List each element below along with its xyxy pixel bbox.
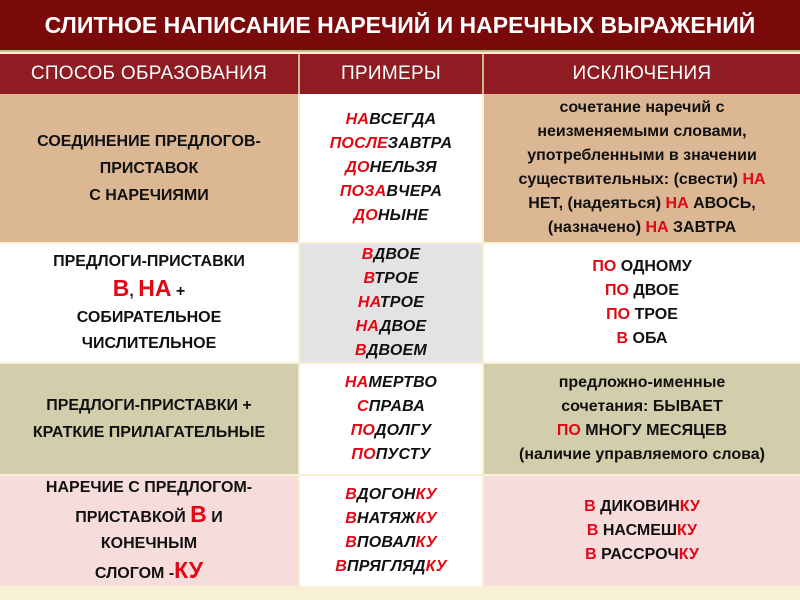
exception-line: В ДИКОВИНКУ [584,498,700,515]
example-word: НАМЕРТВО [344,374,438,391]
method-line: ПРИСТАВОК [99,159,199,177]
exception-line: (назначено) НА ЗАВТРА [547,219,737,236]
exception-line: неизменяемыми словами, [537,123,747,140]
row4-exceptions [484,476,800,588]
example-word: ВДВОЕ [361,246,421,263]
method-line: ПРЕДЛОГИ-ПРИСТАВКИ [53,253,245,270]
method-line: ЧИСЛИТЕЛЬНОЕ [81,335,217,352]
method-line: СОБИРАТЕЛЬНОЕ [76,309,222,326]
method-line: КОНЕЧНЫМ [100,535,198,552]
method-line: НАРЕЧИЕ С ПРЕДЛОГОМ- [45,479,253,496]
example-word: ВДОГОНКУ [345,486,437,503]
exception-line: сочетания: БЫВАЕТ [561,398,723,415]
exception-line: ПО ТРОЕ [606,306,678,323]
example-word: НАВСЕГДА [345,111,437,128]
row4-examples [300,476,484,588]
row2-exceptions [484,244,800,364]
example-word: ВПРЯГЛЯДКУ [335,558,447,575]
exception-line: ПО МНОГУ МЕСЯЦЕВ [556,422,728,439]
example-word: ПОДОЛГУ [350,422,432,439]
exception-line: сочетание наречий с [559,99,725,116]
example-word: ПОСЛЕЗАВТРА [329,135,453,152]
example-word: ВПОВАЛКУ [345,534,437,551]
exception-line: употребленными в значении [527,147,757,164]
row2-examples [300,244,484,364]
row2-method [0,244,300,364]
example-word: ПОПУСТУ [351,446,431,463]
exception-line: В РАССРОЧКУ [585,546,699,563]
row3-examples [300,364,484,476]
exception-line: (наличие управляемого слова) [519,446,765,463]
example-word: ПОЗАВЧЕРА [339,183,443,200]
example-word: ДОНЫНЕ [353,207,429,224]
row3-method [0,364,300,476]
example-word: НАТРОЕ [357,294,425,311]
exception-line: предложно-именные [558,374,726,391]
row4-method [0,476,300,588]
method-line: ПРИСТАВКОЙ В И [75,501,223,527]
example-word: ДОНЕЛЬЗЯ [345,159,437,176]
row3-exceptions [484,364,800,476]
page-title: СЛИТНОЕ НАПИСАНИЕ НАРЕЧИЙ И НАРЕЧНЫХ ВЫРАЖЕНИЙ [0,0,800,52]
exception-line: НЕТ, (надеяться) НА АВОСЬ, [528,195,756,212]
row1-exceptions [484,94,800,244]
method-line: СЛОГОМ -КУ [94,557,204,583]
exception-line: ПО ОДНОМУ [592,258,692,275]
exception-line: существительных: (свести) НА [518,171,766,188]
exception-line: В ОБА [616,330,668,347]
method-line: С НАРЕЧИЯМИ [89,186,209,204]
example-word: ВТРОЕ [363,270,419,287]
method-line: В, НА + [112,275,186,301]
header-examples: ПРИМЕРЫ [300,54,484,94]
example-word: ВДВОЕМ [355,342,427,359]
method-line: ПРЕДЛОГИ-ПРИСТАВКИ + [46,397,252,414]
example-word: НАДВОЕ [355,318,427,335]
row1-examples [300,94,484,244]
exception-line: В НАСМЕШКУ [586,522,698,539]
row1-method [0,94,300,244]
method-line: КРАТКИЕ ПРИЛАГАТЕЛЬНЫЕ [32,424,266,441]
example-word: СПРАВА [357,398,425,415]
example-word: ВНАТЯЖКУ [345,510,437,527]
header-exceptions: ИСКЛЮЧЕНИЯ [484,54,800,94]
method-line: СОЕДИНЕНИЕ ПРЕДЛОГОВ- [37,132,261,150]
exception-line: ПО ДВОЕ [604,282,680,299]
header-method: СПОСОБ ОБРАЗОВАНИЯ [0,54,300,94]
